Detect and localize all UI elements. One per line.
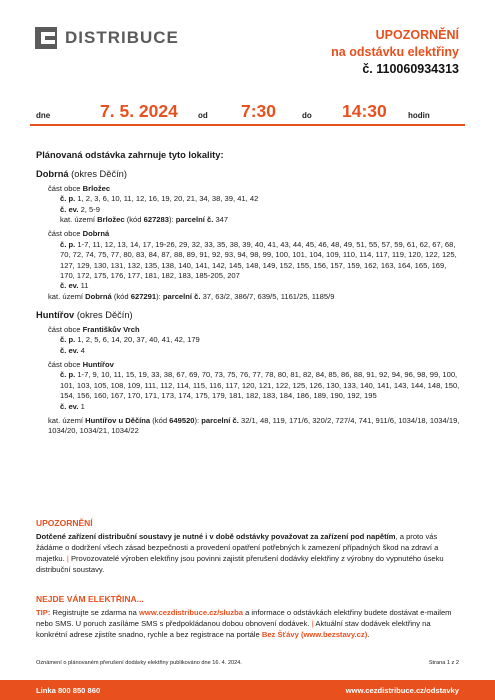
warning-section [36,518,462,575]
news-text: TIP: Registrujte se zdarma na www.cezdistribuce.cz/sluzba a informace o odstávkách elektřiny budete dostávat e-mailem nebo SMS. U poruch zasíláme SMS s předpokládanou dobou obnovení dodávek. | Aktuální stav dodávek elektřiny na konkrétní adrese zjistíte snadno, rychle a bez registrace na portále Bez Šťávy (www.bezstavy.cz). [36,608,452,639]
warning-text: Dotčené zařízení distribuční soustavy je nutné i v době odstávky považovat za zařízení pod napětím, a proto vás žádáme o dodržení všech zásad bezpečnosti a provedení opatření potřebných k zamezení případných škod na zdraví a majetku. | Provozovatelé výroben elektřiny jsou povinni zajistit přerušení dodávky elektřiny z výrobny do vypnutého úseku distribuční soustavy. [36,532,444,574]
logo [35,27,179,49]
footer-web-link[interactable]: www.cezdistribuce.cz/odstavky [345,686,459,695]
footnote [36,660,459,666]
ce-row: č. ev. 4 [60,345,85,355]
do-label: do [302,111,312,120]
cez-logo-icon [35,27,57,49]
kat-row: kat. území Brložec (kód 627283): parcelní č. 347 [60,215,229,225]
notice-number: č. 110060934313 [362,62,459,76]
hodin-label: hodin [408,111,430,120]
kat-row: kat. území Dobrná (kód 627291): parcelní č. 37, 63/2, 386/7, 639/5, 1161/25, 1185/9 [48,291,335,301]
news-section [36,594,462,640]
location-huntirov [36,310,462,320]
part-label: část obce Dobrná [48,229,110,239]
cp-row: č. p. 1, 2, 3, 6, 10, 11, 12, 16, 19, 20, 21, 34, 38, 39, 41, 42 [60,194,259,204]
page-number: Strana 1 z 2 [428,660,459,666]
kat-row: kat. území Huntířov u Děčína (kód 649520): parcelní č. 32/1, 48, 119, 171/6, 320/2, 727/4, 741, 911/6, 1034/18, 1034/19, 1034/20, 1034/21, 1034/22 [48,415,460,436]
ce-row: č. ev. 1 [60,401,85,411]
locations-content [36,150,462,437]
bezstavy-link[interactable]: (www.bezstavy.cz) [300,630,368,639]
time-to: 14:30 [342,101,387,121]
location-dobrna [36,169,462,179]
location-district: (okres Děčín) [71,169,127,180]
dne-label: dne [36,111,51,120]
publication-note: Oznámení o plánovaném přerušení dodávky elektřiny publikováno dne 16. 4. 2024. [36,660,242,666]
cp-row: č. p. 1-7, 9, 10, 11, 15, 19, 33, 38, 67, 69, 70, 73, 75, 76, 77, 78, 80, 81, 82, 84, 85, 86, 88, 91, 92, 94, 96, 98, 99, 100, 101, 103, 105, 108, 109, 111, 112, 114, 115, 116, 117, 120, 121, 122, 125, 126, 130, 133, 140, 141, 143, 144, 148, 150, 154, 156, 160, 167, 170, 171, 173, 174, 175, 179, 181, 182, 183, 184, 186, 189, 190, 192, 195 [60,370,460,401]
part-label: část obce Brložec [48,183,111,193]
location-name: Dobrná [36,169,69,180]
footer-phone[interactable]: Linka 800 850 860 [36,686,101,695]
outage-date: 7. 5. 2024 [100,101,178,121]
time-from: 7:30 [241,101,277,121]
notice-subtitle: na odstávku elektřiny [331,45,459,59]
warning-title: UPOZORNĚNÍ [36,518,93,528]
ce-row: č. ev. 2, 5-9 [60,204,100,214]
od-label: od [198,111,208,120]
notice-title: UPOZORNĚNÍ [375,28,459,42]
brand-name: DISTRIBUCE [65,28,179,47]
part-label: část obce Františkův Vrch [48,324,140,334]
cp-row: č. p. 1-7, 11, 12, 13, 14, 17, 19-26, 29, 32, 33, 35, 38, 39, 40, 41, 43, 44, 45, 46, 48, 49, 51, 55, 57, 59, 61, 62, 67, 68, 70, 72, 74, 75, 77, 80, 83, 84, 87, 88, 89, 91, 92, 93, 94, 98, 99, 100, 101, 104, 109, 110, 114, 117, 119, 120, 122, 125, 127, 129, 130, 131, 132, 135, 138, 140, 141, 142, 145, 148, 149, 152, 155, 156, 157, 159, 162, 163, 164, 165, 169, 170, 172, 175, 176, 177, 181, 182, 183, 185-205, 207 [60,239,457,281]
portal-name: Bez Šťávy [261,630,299,639]
cp-row: č. p. 1, 2, 5, 6, 14, 20, 37, 40, 41, 42, 179 [60,335,200,345]
footer-bar [0,680,495,700]
location-district: (okres Děčín) [76,310,133,321]
registration-link[interactable]: www.cezdistribuce.cz/sluzba [139,608,243,617]
part-label: část obce Huntířov [48,359,114,369]
ce-row: č. ev. 11 [60,281,89,291]
tip-label: TIP: [36,608,51,617]
location-name: Huntířov [36,310,75,321]
news-title: NEJDE VÁM ELEKTŘINA... [36,594,144,604]
notice-header [331,27,459,78]
date-row [30,100,465,126]
intro-heading: Plánovaná odstávka zahrnuje tyto lokality: [36,150,224,160]
